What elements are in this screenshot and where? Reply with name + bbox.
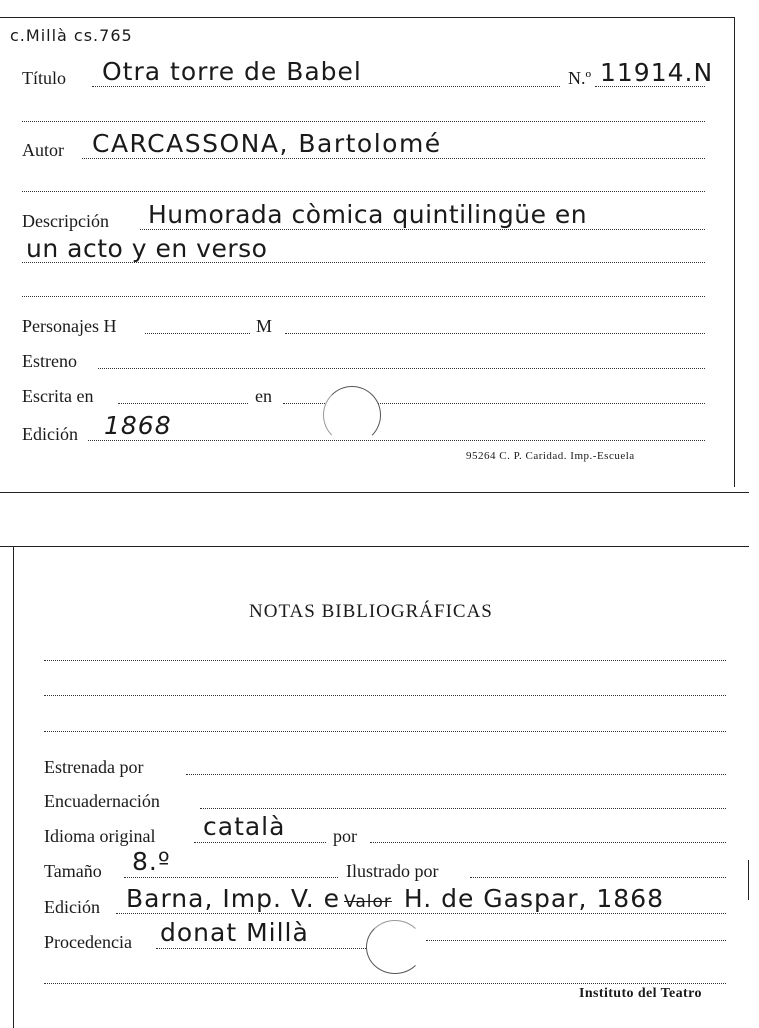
descripcion-value-line1: Humorada còmica quintilingüe en [148,200,588,229]
tamano-label: Tamaño [44,861,102,881]
tamano-line [124,877,338,878]
punch-hole-2 [366,920,424,974]
autor-line [82,158,705,159]
encuadernacion-line [200,808,726,809]
descripcion-line-1 [140,229,705,230]
punch-hole [323,386,381,444]
numero-value: 11914.N [600,58,714,87]
edicion2-value-small: Valor [344,892,392,912]
ilustrado-line [470,877,726,878]
edicion-label: Edición [22,424,78,444]
idioma-label: Idioma original [44,826,156,846]
edicion2-label: Edición [44,897,100,917]
numero-line [595,86,705,87]
notes-line-3 [44,731,726,732]
descripcion-value-line2: un acto y en verso [26,234,268,263]
titulo-value: Otra torre de Babel [102,57,362,86]
printer-note: 95264 C. P. Caridad. Imp.-Escuela [466,450,635,462]
tamano-value: 8.º [132,847,171,876]
card2-right-mark [748,860,749,900]
encuadernacion-label: Encuadernación [44,791,160,811]
footer-institution: Instituto del Teatro [579,986,702,1001]
personajes-m-label: M [256,316,273,336]
card-right-edge [734,17,735,487]
descripcion-label: Descripción [22,211,109,231]
descripcion-line-3 [22,296,705,297]
idioma-line [194,842,326,843]
procedencia-line-rest [426,940,726,941]
procedencia-line [156,948,366,949]
edicion-value: 1868 [104,411,172,440]
escrita-en-label: en [255,386,272,406]
corner-note: c.Millà cs.765 [10,26,133,45]
autor-label: Autor [22,140,64,160]
escrita-label: Escrita en [22,386,94,406]
estrenada-line [186,774,726,775]
autor-value: CARCASSONA, Bartolomé [92,129,442,158]
card2-left-edge [13,546,14,1028]
escrita-line [118,403,248,404]
personajes-m-line [285,333,705,334]
edicion2-line [116,913,726,914]
notes-line-2 [44,695,726,696]
numero-label: N.º [568,68,592,88]
personajes-h-line [145,333,250,334]
idioma-value: català [203,812,286,841]
autor-extra-line [22,191,705,192]
titulo-label: Título [22,68,66,88]
notes-bottom-line [44,983,726,984]
card2-top-edge [0,546,749,547]
ilustrado-label: Ilustrado por [346,861,439,881]
edicion2-value [126,884,664,913]
edicion-line [88,440,705,441]
procedencia-value: donat Millà [160,918,309,947]
personajes-label: Personajes H [22,316,117,336]
notes-heading: NOTAS BIBLIOGRÁFICAS [249,601,493,622]
edicion2-value-rest: H. de Gaspar, 1868 [403,884,665,913]
card-bottom-edge [0,492,749,493]
titulo-extra-line [22,121,705,122]
notes-line-1 [44,660,726,661]
titulo-line [92,86,560,87]
procedencia-label: Procedencia [44,932,132,952]
edicion2-value-part1: Barna, Imp. V. e [126,884,341,913]
estreno-line [98,368,705,369]
card-top-edge [0,17,735,18]
idioma-por-label: por [333,826,357,846]
estrenada-label: Estrenada por [44,757,144,777]
idioma-por-line [370,842,726,843]
estreno-label: Estreno [22,351,77,371]
